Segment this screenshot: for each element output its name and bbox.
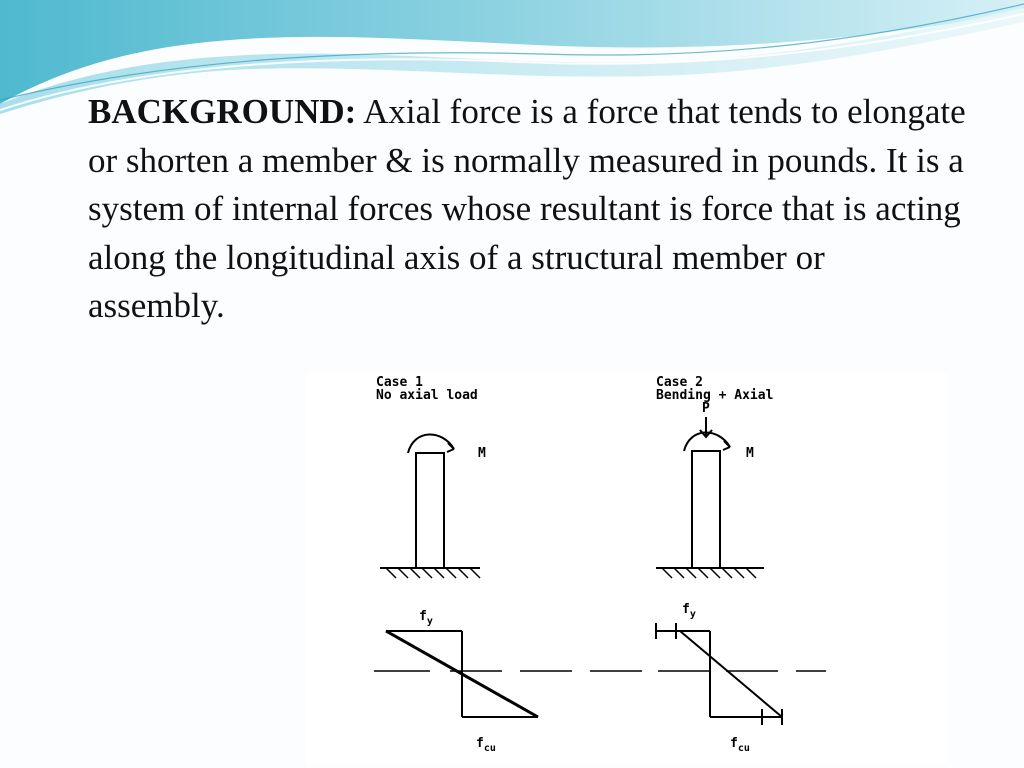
case1-moment-arrowhead: [447, 443, 454, 452]
case2-subtitle: Bending + Axial: [656, 388, 774, 403]
case2-load-label: P: [702, 401, 710, 416]
stress-diagram: [306, 373, 948, 765]
case2-moment-label: M: [746, 446, 754, 461]
case1-ground-hatch: [386, 568, 480, 578]
case2-title: Case 2: [656, 375, 703, 390]
case1-top-stress-label: $f_y$: [419, 609, 433, 627]
heading-lead: BACKGROUND:: [88, 92, 357, 131]
case1-bottom-stress-label: $f_{cu}$: [476, 736, 496, 754]
case1-moment-arrow: [408, 434, 454, 453]
case2-column: [692, 451, 720, 568]
case2-moment-arrowhead: [723, 441, 730, 450]
case1-title: Case 1: [376, 375, 423, 390]
case2-top-stress-label: $f_y$: [682, 602, 696, 620]
case2-bottom-stress-label: $f_{cu}$: [730, 736, 750, 754]
case2-stress-block: [656, 623, 782, 725]
case1-moment-label: M: [478, 446, 486, 461]
case1-stress-block: [386, 631, 538, 717]
case1-column: [416, 453, 444, 568]
case2-ground-hatch: [662, 568, 756, 578]
case1-subtitle: No axial load: [376, 388, 478, 403]
body-text: Axial force is a force that tends to elongate or shorten a member & is normally measured in pounds. It is a system of internal forces whose resultant is force that is acting along the longitudinal axis of a structural member or assembly.: [88, 92, 966, 325]
body-paragraph: [88, 88, 968, 331]
axial-bending-figure: [306, 373, 948, 765]
